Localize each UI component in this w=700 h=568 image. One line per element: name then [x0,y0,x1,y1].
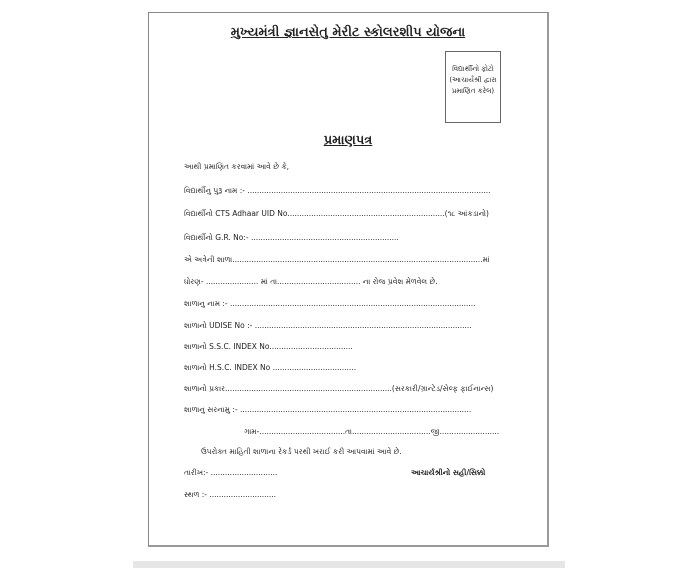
ssc-index-field: શાળાનો S.S.C. INDEX No................................... [184,342,353,351]
gr-no-field: વિદ્યાર્થીનો G.R. No:- .............................................................. [184,233,399,242]
student-photo-box: વિદ્યાર્થીનો ફોટો (આચાર્યશ્રી દ્વારા પ્રમાણિત કરેલ) [445,51,501,123]
school-line: એ અત્રેની શાળા.........................................................................................................માં [184,255,490,264]
viewer-bottom-bar [133,561,565,568]
school-name-field: શાળાનુ નામ :- ....................................................................................................... [184,299,476,308]
standard-admission-line: ધોરણ- ...................... માં તા................................... ના રોજ પ્રવેશ મેળવેલ છે. [184,277,438,286]
principal-signature-label: આચાર્યશ્રીનો સહી/સિક્કો [411,468,486,477]
scheme-title: મુખ્યમંત્રી જ્ઞાનસેતુ મેરીટ સ્કોલરશીપ યોજના [230,25,466,40]
school-type-field: શાળાનો પ્રકાર......................................................................(સરકારી/ગ્રાન્ટેડ/સેલ્ફ ફાઈનાન્સ) [184,384,494,393]
school-address-field: શાળાનુ સરનામુ :- ................................................................................................. [184,405,472,414]
certificate-page [148,12,549,547]
village-taluka-district-line: ગામ-....................................તા.................................જી......................... [244,427,500,436]
hsc-index-field: શાળાનો H.S.C. INDEX No ................................... [184,363,357,372]
udise-no-field: શાળાનો UDISE No :- ........................................................................................... [184,321,472,330]
date-field: તારીખ:- ............................ [184,468,278,477]
verification-statement: ઉપરોક્ત માહિતી શાળાના રેકર્ડ પરથી ખરાઈ કરી આપવામાં આવે છે. [201,447,402,456]
intro-line: આથી પ્રમાણિત કરવામાં આવે છે કે, [184,162,290,171]
aadhaar-uid-field: વિદ્યાર્થીનો CTS Adhaar UID No..................................................................(૧૮ આંકડાનો) [184,209,489,218]
certificate-heading: પ્રમાણપત્ર [323,133,373,148]
place-field: સ્થળ :- ............................ [184,490,277,499]
student-name-field: વિદ્યાર્થીનુ પુરૂ નામ :- ...................................................................................................... [184,186,491,195]
